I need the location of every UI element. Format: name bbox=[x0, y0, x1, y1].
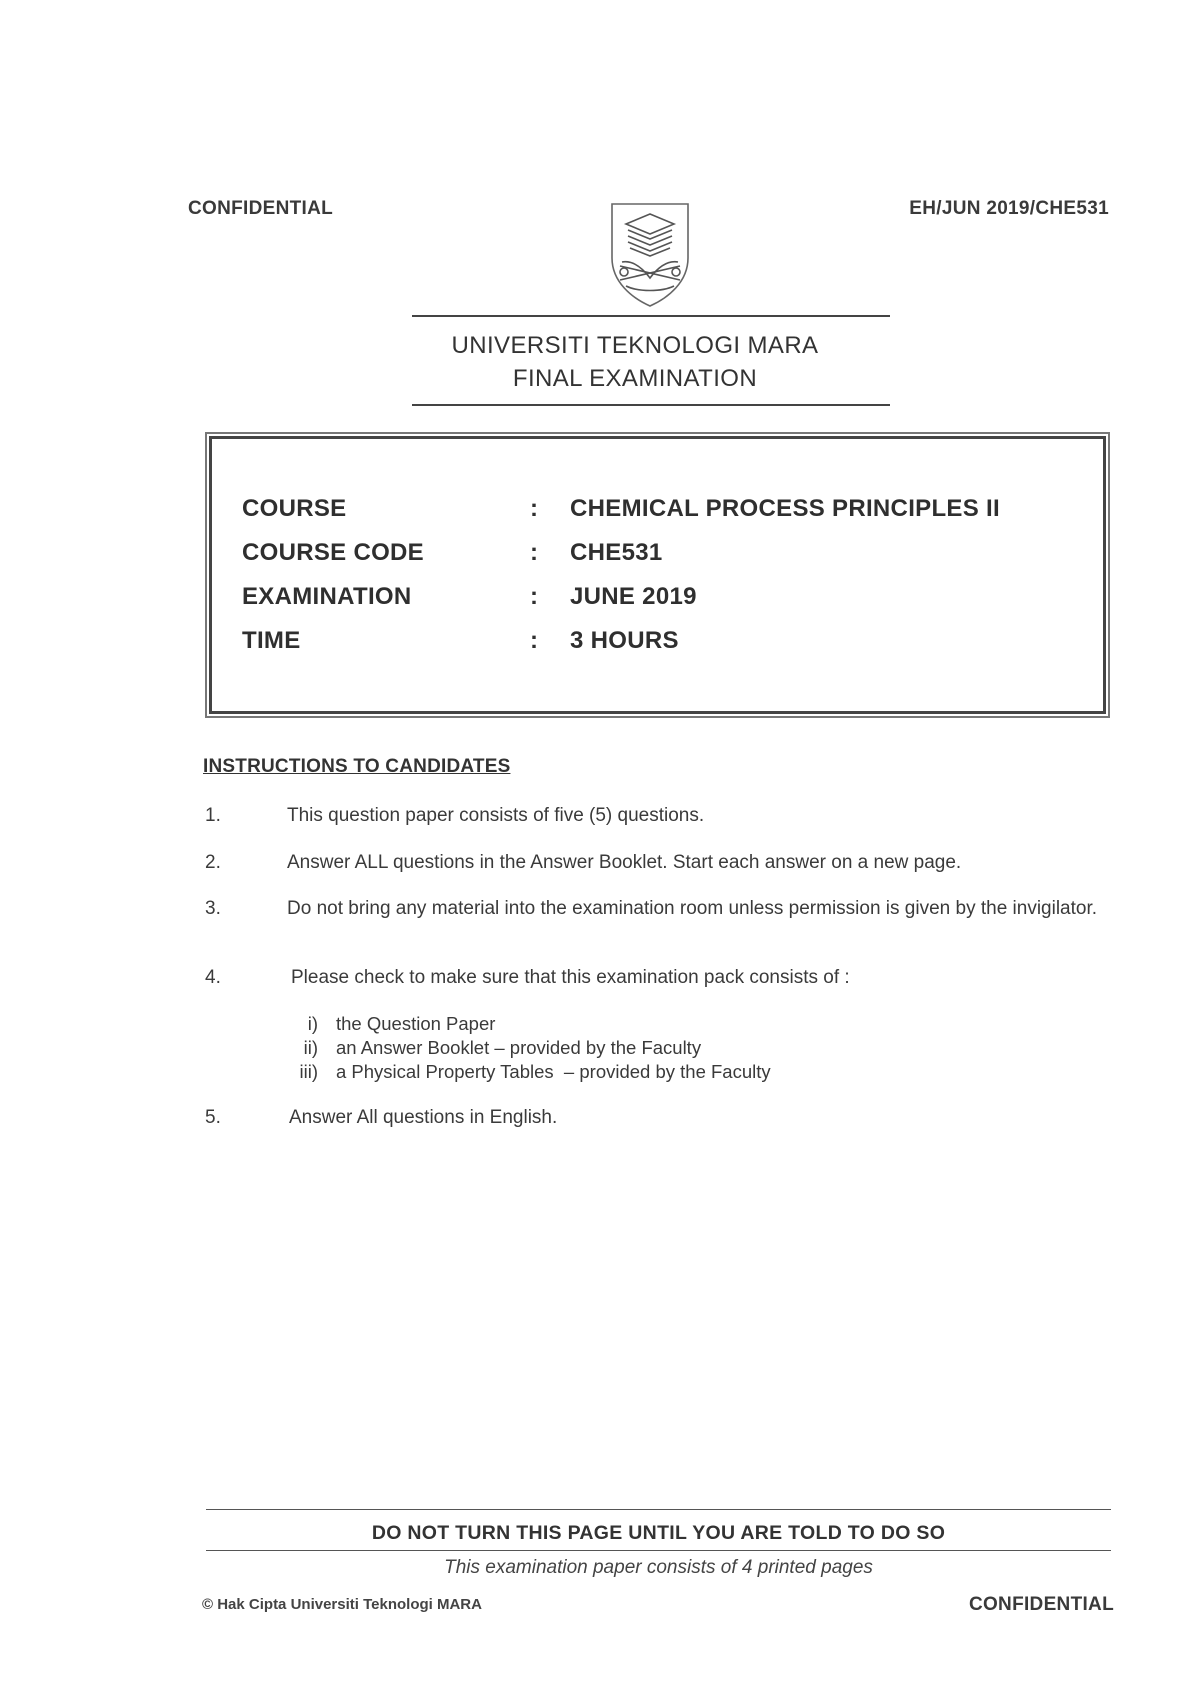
instruction-text: Please check to make sure that this examination pack consists of : bbox=[291, 967, 850, 988]
instruction-number: 2. bbox=[205, 852, 221, 873]
examination-value: JUNE 2019 bbox=[570, 583, 697, 610]
instruction-item bbox=[205, 965, 1115, 990]
instruction-text: This question paper consists of five (5) questions. bbox=[287, 805, 705, 826]
time-label: TIME bbox=[242, 627, 301, 654]
printed-pages-note: This examination paper consists of 4 printed pages bbox=[444, 1557, 873, 1578]
course-details-box bbox=[209, 436, 1106, 714]
instruction-text: Answer All questions in English. bbox=[289, 1107, 558, 1128]
pack-item-number: i) bbox=[307, 1013, 318, 1034]
course-code-label: COURSE CODE bbox=[242, 539, 424, 566]
instruction-text: Answer ALL questions in the Answer Booklet. Start each answer on a new page. bbox=[287, 852, 962, 873]
pack-item-text: an Answer Booklet – provided by the Faculty bbox=[336, 1037, 702, 1058]
separator: : bbox=[530, 627, 539, 654]
time-value: 3 HOURS bbox=[570, 627, 679, 654]
confidential-header-left: CONFIDENTIAL bbox=[188, 198, 334, 219]
course-code-value: CHE531 bbox=[570, 539, 663, 566]
course-label: COURSE bbox=[242, 495, 347, 522]
instruction-item bbox=[205, 1105, 1115, 1130]
exam-type-title: FINAL EXAMINATION bbox=[512, 365, 758, 392]
instruction-item bbox=[205, 850, 1115, 875]
exam-code-header: EH/JUN 2019/CHE531 bbox=[909, 198, 1109, 219]
instruction-text: Do not bring any material into the examination room unless permission is given by the invigilator. bbox=[287, 898, 1098, 919]
pack-item-number: iii) bbox=[299, 1061, 318, 1082]
pack-item-number: ii) bbox=[303, 1037, 318, 1058]
instruction-number: 1. bbox=[205, 805, 221, 826]
course-value: CHEMICAL PROCESS PRINCIPLES II bbox=[570, 495, 1000, 522]
do-not-turn-warning: DO NOT TURN THIS PAGE UNTIL YOU ARE TOLD TO DO SO bbox=[371, 1522, 946, 1544]
pack-item bbox=[284, 1036, 884, 1059]
pack-item-text: a Physical Property Tables – provided by the Faculty bbox=[336, 1061, 771, 1082]
pack-item bbox=[284, 1012, 884, 1035]
title-top-rule bbox=[412, 315, 890, 317]
separator: : bbox=[530, 583, 539, 610]
title-bottom-rule bbox=[412, 404, 890, 406]
instruction-item bbox=[205, 803, 1115, 828]
instruction-number: 3. bbox=[205, 898, 221, 919]
university-crest-icon bbox=[604, 200, 696, 310]
confidential-footer-right: CONFIDENTIAL bbox=[968, 1594, 1114, 1615]
university-name: UNIVERSITI TEKNOLOGI MARA bbox=[451, 332, 819, 359]
separator: : bbox=[530, 539, 539, 566]
instructions-heading: INSTRUCTIONS TO CANDIDATES bbox=[203, 756, 511, 777]
instruction-item bbox=[205, 896, 1115, 946]
separator: : bbox=[530, 495, 539, 522]
pack-contents-list bbox=[284, 1012, 884, 1087]
instruction-number: 5. bbox=[205, 1107, 221, 1128]
examination-label: EXAMINATION bbox=[242, 583, 412, 610]
instruction-number: 4. bbox=[205, 967, 221, 988]
footer-bottom-rule bbox=[206, 1550, 1111, 1551]
footer-top-rule bbox=[206, 1509, 1111, 1510]
copyright-notice: © Hak Cipta Universiti Teknologi MARA bbox=[202, 1596, 482, 1613]
pack-item bbox=[284, 1060, 884, 1083]
pack-item-text: the Question Paper bbox=[336, 1013, 496, 1034]
